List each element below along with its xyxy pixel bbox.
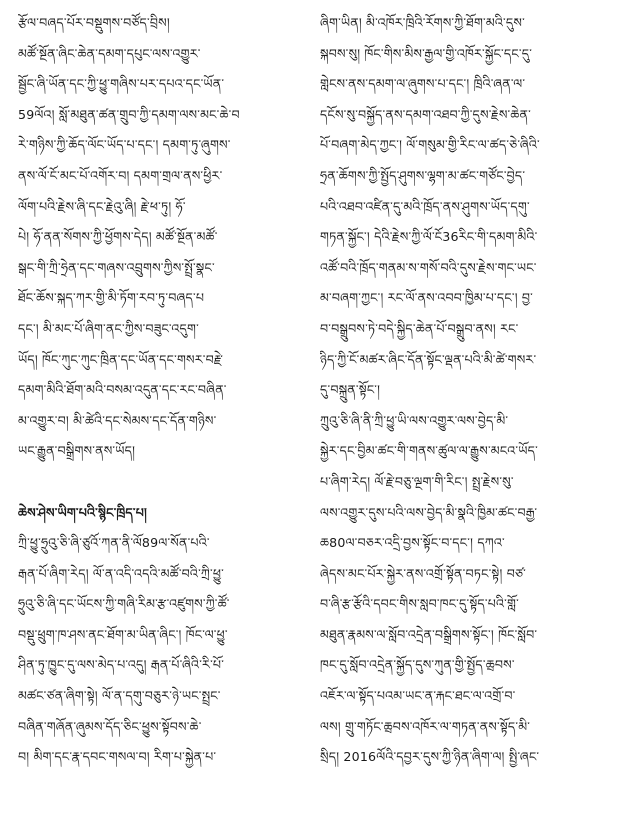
- text-line: ཧྲུའུ་ཅི་ཞི་དང་ཡོངས་ཀྱི་གཞི་རིམ་རྩ་འཛུགས་ཀྱི་ཚོ་: [18, 596, 230, 612]
- text-line: གླེངས་ནས་དམག་ལ་ཞུགས་པ་དང་། ཁྲིའི་ཞན་ལ་: [320, 76, 526, 92]
- right-column: [320, 8, 612, 773]
- text-line: བསྡུ་ཕྲུག་ཁ་ཤས་ནང་ཐོག་མ་ཡིན་ཞིང་། ཁོང་ལ་ཕྱུ་: [18, 626, 228, 642]
- text-line: མཚང་ཙན་ཞིག་སྟེ། ལོ་ན་དགུ་བཅུར་ཉེ་ཡང་སྤྲང་: [18, 688, 221, 704]
- left-column-section-body: [18, 528, 310, 773]
- text-line: དུ་བསྐྲུན་སྟོང་།: [320, 382, 381, 398]
- text-line: ཞིག་ཡིན། མི་འཁོར་ཁྲིའི་རོགས་ཀྱི་ཐོག་མའི་དུས་: [320, 15, 525, 30]
- text-line: པོ་བཞག་མེད་ཀྱང་། ལོ་གསུམ་གྱི་རིང་ལ་ཚད་ཅེ་ཞིའི་: [320, 137, 540, 153]
- text-line: འཚོ་བའི་ཁྲོད་གནམ་ས་གསོ་བའི་དུས་རྗེས་གང་ཡང་: [320, 259, 537, 275]
- text-line: རེ་གཉིས་ཀྱི་ཆོད་ལོང་ཡོད་པ་དང་། དམག་ཏུ་ཞུགས་: [18, 137, 231, 153]
- left-column-paragraphs: [18, 8, 310, 467]
- text-line: ལོག་པའི་རྗེས་ཞི་དང་རྗེའུ་ཞི། རྗེ་ཕ་ཏུ། ཧོ་: [18, 198, 186, 214]
- text-line: ཡང་རྒྱུན་བསྒྲིགས་ནས་ཡོད།: [18, 443, 136, 459]
- text-line: 59ལོའ། སློ་མཐུན་ཚན་གྲུབ་ཀྱི་དམག་ལས་མང་ཆེ་བ: [18, 106, 240, 122]
- text-line: སྒང་གི་ཀྲི་ཧྲེན་དང་གཞས་འབྲུགས་ཀྱིས་སྤྲོ་སྣང་: [18, 259, 215, 275]
- text-line: དམག་མིའི་ཐོག་མའི་བསམ་འདུན་དང་རང་བཞིན་: [18, 382, 227, 398]
- text-line: རྒན་པོ་ཞིག་རེད། ལོ་ན་འདི་འདའི་མཚོ་བའི་ཀྲི་ཕྱུ་: [18, 565, 224, 581]
- text-line: ཞེདས་མང་པོར་སྐྱེར་ནས་འགྲོ་སྟོན་བཏང་སྟེ། བཙ་: [320, 565, 527, 581]
- text-line: བ་བསྒྲུབས་ཏེ་བདེ་སྐྱིད་ཆེན་པོ་བསྒྲུབ་ནས། རང་: [320, 320, 519, 336]
- text-line: དངོས་སུ་བསྐྱོད་ནས་དམག་འཐབ་ཀྱི་དུས་རྗེས་ཆེན་: [320, 106, 531, 122]
- text-line: དང་། མི་མང་པོ་ཞིག་ནང་ཀྱིས་བཟུང་འདུག་: [18, 320, 199, 336]
- text-line: སྦྱོང་ཞི་ཡོན་དང་ཀྱི་ཕྱུ་གཞིས་པར་དཔའ་དང་ཡོན་: [18, 76, 225, 92]
- text-line: པ་ཞིག་རེད། ལོ་རྗེ་བཅུ་ལྔག་གི་རིང་། སྤྲ་རྗེས་སུ་: [320, 473, 514, 489]
- right-column-paragraphs: [320, 8, 612, 773]
- text-line: ཁང་དུ་སློབ་འདྲེན་སྐྱོད་དུས་ཀུན་གྱི་སྤྱོད་ཆྲབས་: [320, 657, 515, 673]
- text-line: ཐོང་ཆོས་སྐད་ཀར་གྱི་མི་ཏོག་རབ་ཏུ་བཞད་པ: [18, 290, 205, 306]
- left-column: [18, 8, 310, 773]
- text-line: བ་ཞི་རྩ་རྩོའི་དབང་གིས་སླབ་ཁང་དུ་སྟོད་པའི་གློ་: [320, 596, 519, 612]
- section-gap: [18, 467, 310, 498]
- text-line: ཀྲུའུ་ཅི་ཞི་ནི་ཀྲི་ཕྱུ་ཡི་ལས་འགྱུར་ལས་བྱེད་མི་: [320, 412, 509, 428]
- text-line: སྐྱེར་དང་བྱིམ་ཚང་གི་གནས་ཚུལ་ལ་རྒྱུས་མངའ་ཡོད་: [320, 443, 538, 459]
- text-line: རྩོལ་བཞད་པོར་བསྡུགས་བཙོད་བྲིས།: [18, 15, 170, 30]
- text-line: མ་འགྱུར་བ། མི་ཚེའི་དང་སེམས་དང་དོན་གཉིས་: [18, 412, 217, 428]
- text-line: ཉིད་ཀྱི་ངོ་མཚར་ཞིང་དོན་སྟོང་ལྡན་པའི་མི་ཚེ་གསར་: [320, 351, 537, 367]
- text-line: ཆ80ལ་བཅར་འདྲི་བྱས་སྟོང་བ་དང་། དཀའ་: [320, 535, 505, 551]
- text-line: ནས་ལོ་ངོ་མང་པོ་འགོར་བ། དམག་གྲལ་ནས་ཕྱིར་: [18, 167, 223, 183]
- text-line: ཧྲན་ཆོགས་ཀྱི་སྤྱོད་ཤུགས་ལྷག་མ་ཚང་གཙོང་བྱེད་: [320, 167, 526, 183]
- text-line: བ། མིག་དང་རྣ་དབང་གསལ་བ། རིག་པ་སྐྱེན་པ་: [18, 749, 217, 765]
- text-line: འཇོར་ལ་སྟོད་པའམ་ཡང་ན་རྐང་ཐང་ལ་འགྲོ་བ་: [320, 688, 516, 704]
- text-line: སྐབས་སུ། ཁོང་གིས་མིས་རྒྱལ་གྱི་འཁོར་སྐྱོང་དང་དུ་: [320, 45, 533, 61]
- text-line: བཞིན་གཞོན་ཞུམས་དོད་ཅིང་ཕྱུས་སྟོབས་ཆེ་: [18, 718, 202, 734]
- text-line: མ་བཞག་ཀྱང་། རང་ལོ་ནས་འབབ་ཁྱིམ་པ་དང་། བྱ་: [320, 290, 534, 306]
- text-line: ལས་འགྱུར་དུས་པའི་ལས་བྱེད་མི་སྣའི་ཁྱིམ་ཚང་བརྒྱ་: [320, 504, 538, 520]
- text-line: སྲིད། 2016ལོའི་དབྱར་དུས་ཀྱི་ཉིན་ཞིག་ལ། སྤྱི་ཞང་: [320, 749, 540, 765]
- section-heading: ཆེས་ཤེས་ཡིག་པའི་སྙིང་ཁྲིད་པ།: [18, 504, 148, 520]
- text-line: མཚོ་སྔོན་ཞིང་ཆེན་དམག་དཔུང་ལས་འགྱུར་: [18, 45, 201, 61]
- text-line: པའི་འཐབ་འཛིན་དུ་མའི་ཁྲོད་ནས་ཤུགས་ཡོད་དགུ་: [320, 198, 530, 214]
- text-line: ཀྲི་ཕྱུ་ཧྲུའུ་ཅི་ཞི་ཙུའོ་ཀན་ནི་ལོ89ལ་སོན་པའི་: [18, 535, 210, 551]
- text-line: ཡོད། ཁོང་ཀུང་ཀུང་ཁྲིན་དང་ཡོན་དང་གསར་བརྗེ་: [18, 351, 224, 367]
- text-line: པེ། ཧོ་ནན་སོགས་ཀྱི་ཕྱོགས་དེད། མཚོ་སྔོན་མཚོ་: [18, 229, 218, 245]
- text-line: ལས། གྲུ་གཏོང་ཆྲབས་འཁོར་ལ་གཏན་ནས་སྟོད་མི་: [320, 718, 531, 734]
- text-line: ཤིན་ཏུ་ཁྱུང་དུ་ལས་མེད་པ་འདུ། རྒན་པོ་ཞིའི་རི་པོ་: [18, 657, 225, 673]
- text-line: གཏན་སྐྱོང་། དེའི་རྗེས་ཀྱི་ལོ་ངོ36རིང་གི་དམག་མིའི་: [320, 229, 538, 245]
- text-line: མཐུན་རྣམས་ལ་སློབ་འདྲེན་བསྒྲིགས་སྟོང་། ཁོང་སློབ་: [320, 626, 538, 642]
